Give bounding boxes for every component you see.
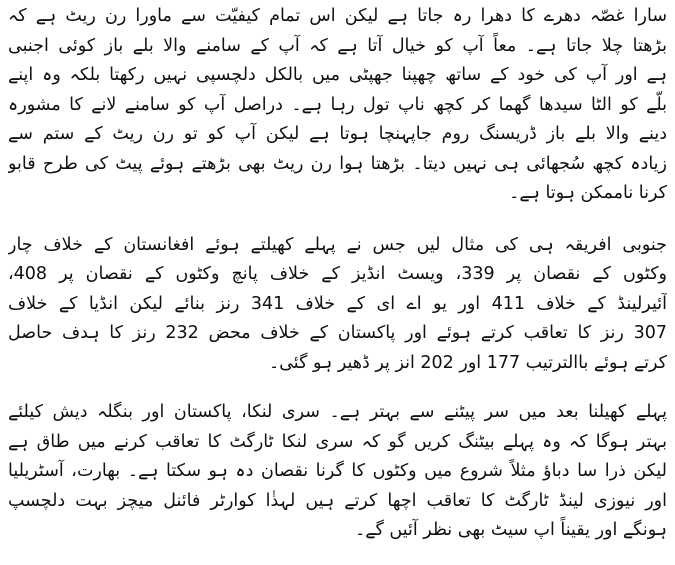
text-line: لیکن ذرا سا دباؤ مثلاً شروع میں وکٹوں کا گرنا نقصان دہ ہو سکتا ہے۔ بھارت، آسٹریلیا [8, 461, 667, 481]
paragraph-spacer [8, 209, 667, 231]
text-line: وکٹوں کے نقصان پر 339، ویسٹ انڈیز کے خلاف پانچ وکٹوں کے نقصان پر 408، [8, 264, 667, 284]
text-line: پہلے کھیلنا بعد میں سر پیٹنے سے بہتر ہے۔ سری لنکا، پاکستان اور بنگلہ دیش کیلئے [8, 402, 667, 422]
text-line: کرتے ہوئے باالترتیب 177 اور 202 انز پر ڈھیر ہو گئی۔ [268, 352, 667, 373]
paragraph-south-africa [8, 231, 667, 379]
text-line: کرنا ناممکن ہوتا ہے۔ [509, 183, 667, 203]
text-line: سارا غصّہ دھرے کا دھرا رہ جاتا ہے لیکن اس تمام کیفیّت سے ماورا رن ریٹ ہے کہ [8, 6, 667, 26]
text-line: بہتر ہوگا کہ وہ پہلے بیٹنگ کریں گو کہ سری لنکا ٹارگٹ کا تعاقب کرنے میں طاق ہے [8, 431, 667, 452]
text-line: جنوبی افریقہ ہی کی مثال لیں جس نے پہلے کھیلتے ہوئے افغانستان کے خلاف چار [8, 234, 667, 255]
text-line: اور نیوزی لینڈ ٹارگٹ کا تعاقب اچھا کرتے ہیں لہذٰا کوارٹر فائنل میچز بہت دلچسپ [8, 490, 667, 511]
text-line: 307 رنز کا تعاقب کرتے ہوئے اور پاکستان کے خلاف محض 232 رنز کا ہدف حاصل [8, 323, 667, 343]
text-line: بڑھتا چلا جاتا ہے۔ معاً آپ کو خیال آتا ہے کہ آپ کے سامنے والا بلے باز کوئی اجنبی [8, 35, 667, 56]
paragraph-spacer [8, 378, 667, 398]
text-line: بلّے کو الٹا سیدھا گھما کر کچھ ناپ تول رہا ہے۔ دراصل آپ کو سامنے لانے کا مشورہ [8, 94, 667, 115]
text-line: ہونگے اور یقیناً اپ سیٹ بھی نظر آئیں گے۔ [354, 520, 667, 540]
text-line: آئیرلینڈ کے خلاف 411 اور یو اے ای کے خلاف 341 رنز بنائے لیکن انڈیا کے خلاف [8, 293, 667, 314]
paragraph-run-rate [8, 2, 667, 209]
text-line: دینے والا بلے باز ڈریسنگ روم جاپہنچا ہوتا ہے لیکن آپ کو تو رن ریٹ کے ستم سے [8, 124, 667, 144]
text-line: زیادہ کچھ سُجھائی ہی نہیں دیتا۔ بڑھتا ہوا رن ریٹ بھی بڑھتے ہوئے پیٹ کی طرح قابو [8, 153, 667, 174]
paragraph-batting-first [8, 398, 667, 546]
text-line: ہے اور آپ کی خود کے ساتھ چھپنا جھپٹی میں بالکل دلچسپی نہیں رکھتا بلکہ وہ اپنے [8, 65, 667, 85]
